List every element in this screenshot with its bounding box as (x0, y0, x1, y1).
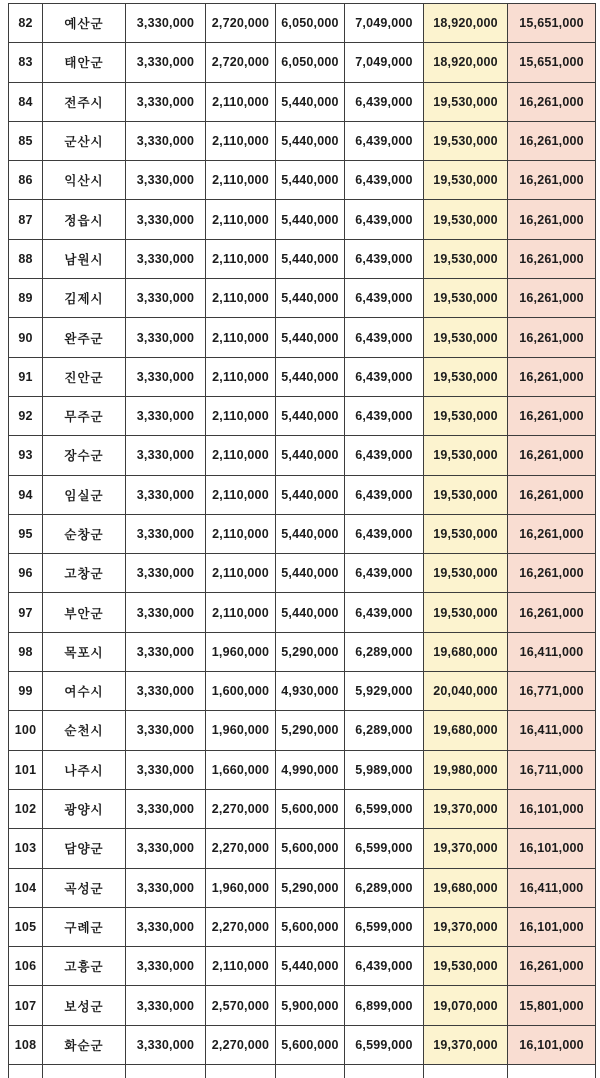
region-name-cell: 익산시 (43, 161, 126, 200)
amount-cell: 3,330,000 (126, 121, 206, 160)
row-number-cell: 94 (9, 475, 43, 514)
amount-cell: 3,330,000 (126, 161, 206, 200)
amount-cell: 2,110,000 (206, 436, 276, 475)
amount-cell-highlight-pink: 15,801,000 (508, 986, 596, 1025)
amount-cell: 3,330,000 (126, 82, 206, 121)
amount-cell: 3,330,000 (126, 279, 206, 318)
table-row (9, 200, 596, 239)
amount-cell: 6,439,000 (345, 554, 424, 593)
amount-cell-highlight-yellow: 19,530,000 (424, 514, 508, 553)
table-row (9, 750, 596, 789)
amount-cell: 6,439,000 (345, 161, 424, 200)
amount-cell: 6,289,000 (345, 711, 424, 750)
region-name-cell: 무주군 (43, 396, 126, 435)
amount-cell: 2,110,000 (206, 947, 276, 986)
region-name-cell: 남원시 (43, 239, 126, 278)
amount-cell: 1,600,000 (206, 672, 276, 711)
amount-cell (508, 1065, 596, 1078)
amount-cell: 3,330,000 (126, 396, 206, 435)
table-row-partial (9, 1065, 596, 1078)
amount-cell: 6,050,000 (276, 4, 345, 43)
region-name-cell: 전주시 (43, 82, 126, 121)
amount-cell: 5,600,000 (276, 789, 345, 828)
amount-cell-highlight-pink: 16,261,000 (508, 357, 596, 396)
region-name-cell: 고흥군 (43, 947, 126, 986)
amount-cell: 2,270,000 (206, 907, 276, 946)
amount-cell-highlight-pink: 16,711,000 (508, 750, 596, 789)
table-row (9, 279, 596, 318)
row-number-cell: 107 (9, 986, 43, 1025)
region-name-cell: 진안군 (43, 357, 126, 396)
amount-cell: 5,900,000 (276, 986, 345, 1025)
amount-cell: 3,330,000 (126, 4, 206, 43)
amount-cell-highlight-yellow: 19,370,000 (424, 829, 508, 868)
amount-cell: 2,110,000 (206, 593, 276, 632)
amount-cell-highlight-pink: 16,771,000 (508, 672, 596, 711)
row-number-cell: 89 (9, 279, 43, 318)
table-row (9, 593, 596, 632)
amount-cell: 5,290,000 (276, 868, 345, 907)
amount-cell: 3,330,000 (126, 554, 206, 593)
table-row (9, 436, 596, 475)
amount-cell: 2,570,000 (206, 986, 276, 1025)
row-number-cell: 90 (9, 318, 43, 357)
amount-cell: 5,440,000 (276, 121, 345, 160)
table-row (9, 947, 596, 986)
amount-cell: 2,110,000 (206, 554, 276, 593)
row-number-cell: 82 (9, 4, 43, 43)
region-name-cell: 정읍시 (43, 200, 126, 239)
amount-cell: 6,599,000 (345, 1025, 424, 1064)
regions-amount-table (8, 3, 596, 1078)
amount-cell: 6,439,000 (345, 357, 424, 396)
amount-cell: 3,330,000 (126, 436, 206, 475)
region-name-cell: 태안군 (43, 43, 126, 82)
amount-cell: 6,439,000 (345, 318, 424, 357)
amount-cell: 2,270,000 (206, 829, 276, 868)
table-row (9, 4, 596, 43)
amount-cell: 2,110,000 (206, 239, 276, 278)
amount-cell: 7,049,000 (345, 4, 424, 43)
row-number-cell: 103 (9, 829, 43, 868)
row-number-cell: 88 (9, 239, 43, 278)
amount-cell-highlight-yellow: 19,370,000 (424, 907, 508, 946)
amount-cell: 5,600,000 (276, 829, 345, 868)
amount-cell: 5,440,000 (276, 161, 345, 200)
amount-cell-highlight-pink: 16,261,000 (508, 947, 596, 986)
amount-cell (345, 1065, 424, 1078)
amount-cell: 6,439,000 (345, 436, 424, 475)
amount-cell: 6,439,000 (345, 239, 424, 278)
amount-cell: 3,330,000 (126, 947, 206, 986)
amount-cell-highlight-yellow: 19,530,000 (424, 357, 508, 396)
amount-cell-highlight-pink: 16,261,000 (508, 318, 596, 357)
amount-cell: 2,720,000 (206, 4, 276, 43)
amount-cell-highlight-yellow: 19,530,000 (424, 279, 508, 318)
amount-cell (126, 1065, 206, 1078)
row-number-cell: 100 (9, 711, 43, 750)
amount-cell: 5,989,000 (345, 750, 424, 789)
amount-cell-highlight-pink: 16,261,000 (508, 200, 596, 239)
amount-cell-highlight-yellow: 20,040,000 (424, 672, 508, 711)
amount-cell-highlight-yellow: 19,530,000 (424, 947, 508, 986)
amount-cell: 1,960,000 (206, 868, 276, 907)
row-number-cell: 86 (9, 161, 43, 200)
amount-cell: 1,960,000 (206, 711, 276, 750)
row-number-cell: 104 (9, 868, 43, 907)
table-row (9, 829, 596, 868)
amount-cell: 5,929,000 (345, 672, 424, 711)
amount-cell-highlight-yellow: 19,370,000 (424, 789, 508, 828)
amount-cell-highlight-pink: 16,101,000 (508, 1025, 596, 1064)
amount-cell-highlight-pink: 16,261,000 (508, 279, 596, 318)
amount-cell: 2,270,000 (206, 789, 276, 828)
amount-cell: 6,439,000 (345, 200, 424, 239)
amount-cell-highlight-yellow: 19,370,000 (424, 1025, 508, 1064)
amount-cell: 5,440,000 (276, 554, 345, 593)
amount-cell-highlight-yellow: 19,070,000 (424, 986, 508, 1025)
amount-cell (276, 1065, 345, 1078)
row-number-cell: 101 (9, 750, 43, 789)
region-name-cell: 여수시 (43, 672, 126, 711)
row-number-cell: 85 (9, 121, 43, 160)
region-name-cell: 화순군 (43, 1025, 126, 1064)
amount-cell-highlight-yellow: 19,530,000 (424, 593, 508, 632)
amount-cell: 2,270,000 (206, 1025, 276, 1064)
amount-cell: 3,330,000 (126, 318, 206, 357)
amount-cell-highlight-pink: 16,411,000 (508, 711, 596, 750)
amount-cell-highlight-pink: 16,101,000 (508, 829, 596, 868)
amount-cell: 3,330,000 (126, 986, 206, 1025)
amount-cell: 3,330,000 (126, 868, 206, 907)
amount-cell-highlight-pink: 16,261,000 (508, 121, 596, 160)
amount-cell: 1,960,000 (206, 632, 276, 671)
amount-cell: 6,289,000 (345, 868, 424, 907)
region-name-cell: 부안군 (43, 593, 126, 632)
amount-cell: 6,599,000 (345, 789, 424, 828)
row-number-cell: 105 (9, 907, 43, 946)
amount-cell-highlight-pink: 16,101,000 (508, 907, 596, 946)
amount-cell: 3,330,000 (126, 711, 206, 750)
table-row (9, 789, 596, 828)
amount-cell: 6,439,000 (345, 514, 424, 553)
amount-cell: 5,440,000 (276, 318, 345, 357)
amount-cell-highlight-yellow: 19,530,000 (424, 82, 508, 121)
amount-cell-highlight-yellow: 19,680,000 (424, 868, 508, 907)
amount-cell: 3,330,000 (126, 672, 206, 711)
row-number-cell: 99 (9, 672, 43, 711)
amount-cell-highlight-pink: 16,101,000 (508, 789, 596, 828)
amount-cell: 6,439,000 (345, 279, 424, 318)
row-number-cell: 97 (9, 593, 43, 632)
amount-cell: 5,440,000 (276, 357, 345, 396)
region-name-cell: 담양군 (43, 829, 126, 868)
amount-cell: 6,439,000 (345, 82, 424, 121)
region-name-cell: 순천시 (43, 711, 126, 750)
amount-cell: 2,110,000 (206, 357, 276, 396)
row-number-cell: 95 (9, 514, 43, 553)
amount-cell: 6,899,000 (345, 986, 424, 1025)
amount-cell-highlight-yellow: 18,920,000 (424, 43, 508, 82)
row-number-cell: 102 (9, 789, 43, 828)
amount-cell: 3,330,000 (126, 200, 206, 239)
row-number-cell: 92 (9, 396, 43, 435)
amount-cell: 2,110,000 (206, 475, 276, 514)
table-row (9, 43, 596, 82)
row-number-cell: 84 (9, 82, 43, 121)
amount-cell: 5,440,000 (276, 279, 345, 318)
amount-cell-highlight-pink: 16,261,000 (508, 161, 596, 200)
amount-cell: 2,110,000 (206, 161, 276, 200)
table-row (9, 357, 596, 396)
amount-cell-highlight-yellow: 19,530,000 (424, 318, 508, 357)
region-name-cell: 임실군 (43, 475, 126, 514)
amount-cell: 2,110,000 (206, 514, 276, 553)
amount-cell: 3,330,000 (126, 829, 206, 868)
amount-cell: 2,110,000 (206, 200, 276, 239)
amount-cell: 5,440,000 (276, 200, 345, 239)
table-body (9, 4, 596, 1065)
table-partial-next-row (9, 1065, 596, 1078)
amount-cell-highlight-yellow: 19,530,000 (424, 475, 508, 514)
table-row (9, 318, 596, 357)
row-number-cell (9, 1065, 43, 1078)
amount-cell-highlight-yellow: 19,680,000 (424, 711, 508, 750)
row-number-cell: 96 (9, 554, 43, 593)
amount-cell: 6,439,000 (345, 121, 424, 160)
amount-cell-highlight-pink: 15,651,000 (508, 4, 596, 43)
amount-cell: 5,440,000 (276, 475, 345, 514)
amount-cell-highlight-pink: 16,261,000 (508, 593, 596, 632)
region-name-cell: 순창군 (43, 514, 126, 553)
amount-cell-highlight-yellow: 19,530,000 (424, 200, 508, 239)
amount-cell-highlight-yellow: 19,530,000 (424, 239, 508, 278)
regions-amount-table-container (8, 3, 596, 1078)
amount-cell-highlight-pink: 16,261,000 (508, 475, 596, 514)
row-number-cell: 108 (9, 1025, 43, 1064)
amount-cell: 5,600,000 (276, 1025, 345, 1064)
region-name-cell (43, 1065, 126, 1078)
amount-cell: 6,599,000 (345, 829, 424, 868)
amount-cell-highlight-pink: 16,411,000 (508, 868, 596, 907)
region-name-cell: 고창군 (43, 554, 126, 593)
amount-cell: 3,330,000 (126, 357, 206, 396)
amount-cell-highlight-yellow: 19,980,000 (424, 750, 508, 789)
region-name-cell: 나주시 (43, 750, 126, 789)
table-row (9, 514, 596, 553)
amount-cell: 5,290,000 (276, 711, 345, 750)
amount-cell: 6,050,000 (276, 43, 345, 82)
region-name-cell: 곡성군 (43, 868, 126, 907)
amount-cell: 5,440,000 (276, 239, 345, 278)
row-number-cell: 98 (9, 632, 43, 671)
amount-cell: 6,289,000 (345, 632, 424, 671)
amount-cell: 2,110,000 (206, 318, 276, 357)
table-row (9, 632, 596, 671)
amount-cell-highlight-pink: 16,261,000 (508, 436, 596, 475)
amount-cell: 3,330,000 (126, 907, 206, 946)
amount-cell: 2,110,000 (206, 279, 276, 318)
amount-cell: 3,330,000 (126, 514, 206, 553)
region-name-cell: 광양시 (43, 789, 126, 828)
table-row (9, 121, 596, 160)
region-name-cell: 김제시 (43, 279, 126, 318)
amount-cell: 2,720,000 (206, 43, 276, 82)
amount-cell (424, 1065, 508, 1078)
amount-cell: 3,330,000 (126, 1025, 206, 1064)
amount-cell: 5,440,000 (276, 396, 345, 435)
amount-cell-highlight-yellow: 18,920,000 (424, 4, 508, 43)
amount-cell: 3,330,000 (126, 43, 206, 82)
row-number-cell: 87 (9, 200, 43, 239)
amount-cell-highlight-pink: 16,261,000 (508, 554, 596, 593)
table-row (9, 711, 596, 750)
amount-cell: 5,600,000 (276, 907, 345, 946)
amount-cell: 3,330,000 (126, 593, 206, 632)
region-name-cell: 목포시 (43, 632, 126, 671)
amount-cell-highlight-yellow: 19,530,000 (424, 121, 508, 160)
table-row (9, 554, 596, 593)
table-row (9, 82, 596, 121)
amount-cell: 3,330,000 (126, 632, 206, 671)
amount-cell: 5,440,000 (276, 593, 345, 632)
amount-cell: 7,049,000 (345, 43, 424, 82)
amount-cell-highlight-yellow: 19,530,000 (424, 554, 508, 593)
amount-cell: 5,440,000 (276, 514, 345, 553)
row-number-cell: 106 (9, 947, 43, 986)
table-row (9, 1025, 596, 1064)
amount-cell: 3,330,000 (126, 789, 206, 828)
amount-cell: 3,330,000 (126, 475, 206, 514)
amount-cell: 3,330,000 (126, 239, 206, 278)
amount-cell: 3,330,000 (126, 750, 206, 789)
amount-cell: 6,439,000 (345, 947, 424, 986)
row-number-cell: 93 (9, 436, 43, 475)
amount-cell-highlight-yellow: 19,530,000 (424, 161, 508, 200)
amount-cell-highlight-pink: 15,651,000 (508, 43, 596, 82)
amount-cell: 5,440,000 (276, 82, 345, 121)
amount-cell: 2,110,000 (206, 121, 276, 160)
region-name-cell: 완주군 (43, 318, 126, 357)
amount-cell-highlight-pink: 16,411,000 (508, 632, 596, 671)
amount-cell-highlight-pink: 16,261,000 (508, 514, 596, 553)
table-row (9, 986, 596, 1025)
amount-cell-highlight-yellow: 19,530,000 (424, 396, 508, 435)
amount-cell: 6,439,000 (345, 593, 424, 632)
amount-cell: 2,110,000 (206, 82, 276, 121)
table-row (9, 161, 596, 200)
table-row (9, 868, 596, 907)
amount-cell: 5,440,000 (276, 436, 345, 475)
region-name-cell: 보성군 (43, 986, 126, 1025)
amount-cell: 6,439,000 (345, 396, 424, 435)
amount-cell: 1,660,000 (206, 750, 276, 789)
region-name-cell: 장수군 (43, 436, 126, 475)
row-number-cell: 83 (9, 43, 43, 82)
amount-cell: 6,599,000 (345, 907, 424, 946)
amount-cell-highlight-yellow: 19,680,000 (424, 632, 508, 671)
amount-cell: 4,990,000 (276, 750, 345, 789)
amount-cell: 6,439,000 (345, 475, 424, 514)
amount-cell: 5,290,000 (276, 632, 345, 671)
amount-cell-highlight-pink: 16,261,000 (508, 82, 596, 121)
amount-cell-highlight-pink: 16,261,000 (508, 239, 596, 278)
amount-cell (206, 1065, 276, 1078)
amount-cell: 4,930,000 (276, 672, 345, 711)
region-name-cell: 예산군 (43, 4, 126, 43)
amount-cell: 2,110,000 (206, 396, 276, 435)
region-name-cell: 군산시 (43, 121, 126, 160)
amount-cell-highlight-pink: 16,261,000 (508, 396, 596, 435)
table-row (9, 396, 596, 435)
amount-cell: 5,440,000 (276, 947, 345, 986)
row-number-cell: 91 (9, 357, 43, 396)
table-row (9, 672, 596, 711)
region-name-cell: 구례군 (43, 907, 126, 946)
table-row (9, 239, 596, 278)
table-row (9, 475, 596, 514)
table-row (9, 907, 596, 946)
amount-cell-highlight-yellow: 19,530,000 (424, 436, 508, 475)
